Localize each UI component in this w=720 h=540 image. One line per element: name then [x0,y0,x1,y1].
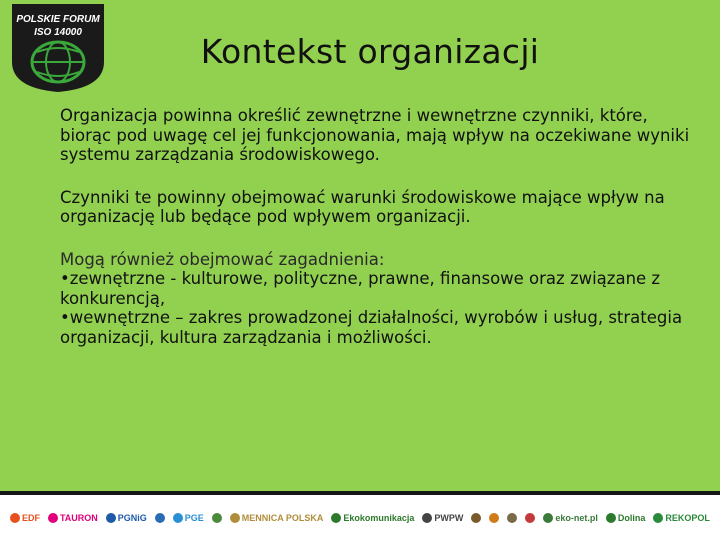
sponsor-logo [422,513,463,523]
sponsor-logo [331,513,414,523]
sponsor-mark-icon [489,513,499,523]
sponsor-mark-icon [543,513,553,523]
sponsor-mark-icon [10,513,20,523]
sponsor-label: Ekokomunikacja [343,512,415,523]
sponsor-mark-icon [525,513,535,523]
page-title: Kontekst organizacji [200,32,540,71]
sponsor-logo [543,513,598,523]
sponsor-logo [48,513,98,523]
content-body [60,106,700,370]
sponsor-logo [106,513,147,523]
sponsor-mark-icon [155,513,165,523]
sponsor-label: MENNICA POLSKA [241,512,324,523]
sponsor-label: REKOPOL [665,512,710,523]
sponsor-label: PGE [184,512,204,523]
sponsor-mark-icon [230,513,240,523]
bullet-internal: •wewnętrzne – zakres prowadzonej działalności, wyrobów i usług, strategia organizacji, kultura zarządzania i możliwości. [60,308,683,347]
sponsor-label: EDF [21,512,40,523]
paragraph-1: Organizacja powinna określić zewnętrzne i wewnętrzne czynniki, które, biorąc pod uwagę cel jej funkcjonowania, mają wpływ na oczekiwane wyniki systemu zarządzania środowiskowego. [60,106,690,164]
paragraph-3-lead: Mogą również obejmować zagadnienia: [60,249,385,269]
sponsor-logo [471,513,481,523]
logo-line1: POLSKIE FORUM [16,14,100,25]
sponsor-logo [212,513,222,523]
sponsor-mark-icon [212,513,222,523]
paragraph-2: Czynniki te powinny obejmować warunki środowiskowe mające wpływ na organizację lub będące pod wpływem organizacji. [60,187,665,226]
sponsor-mark-icon [507,513,517,523]
sponsor-mark-icon [331,513,341,523]
sponsor-mark-icon [422,513,432,523]
paragraph-3 [60,250,700,348]
logo-line2: ISO 14000 [34,27,82,38]
sponsor-label: eko-net.pl [555,512,598,523]
sponsor-mark-icon [653,513,663,523]
bullet-external: •zewnętrzne - kulturowe, polityczne, prawne, finansowe oraz związane z konkurencją, [60,269,661,308]
sponsor-logo [155,513,165,523]
sponsor-logo [653,513,710,523]
sponsor-label: PGNiG [117,512,147,523]
sponsor-mark-icon [173,513,183,523]
sponsor-label: Dolina [617,512,646,523]
sponsor-label: TAURON [59,512,98,523]
sponsor-logo [507,513,517,523]
sponsor-mark-icon [106,513,116,523]
sponsor-logo [489,513,499,523]
sponsor-label: PWPW [434,512,464,523]
sponsor-mark-icon [471,513,481,523]
sponsor-mark-icon [48,513,58,523]
sponsor-logo [525,513,535,523]
sponsor-logo [606,513,646,523]
sponsor-logo [230,513,324,523]
sponsor-logo-strip [0,495,720,540]
sponsor-logo [173,513,204,523]
sponsor-mark-icon [606,513,616,523]
sponsor-logo [10,513,40,523]
